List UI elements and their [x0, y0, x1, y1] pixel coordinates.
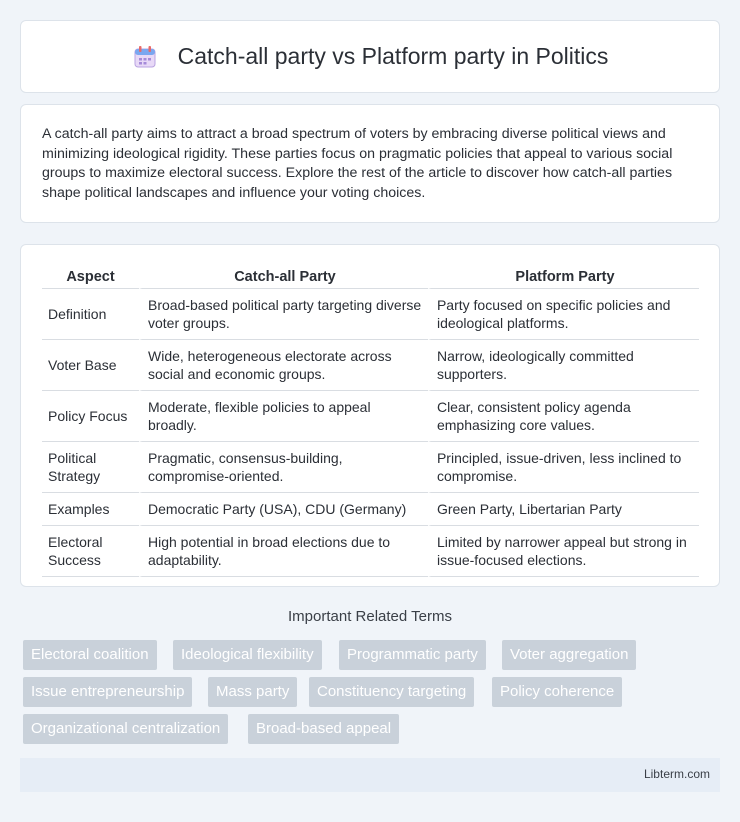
intro-card	[20, 104, 720, 223]
table-row	[42, 442, 699, 493]
header-aspect: Aspect	[42, 267, 139, 289]
table-cell: High potential in broad elections due to adaptability.	[139, 526, 428, 577]
comparison-table-card	[20, 244, 720, 587]
table-cell: Principled, issue-driven, less inclined to compromise.	[428, 442, 699, 493]
intro-text: A catch-all party aims to attract a broad spectrum of voters by embracing diverse political views and minimizing ideological rigidity. These parties focus on pragmatic policies that appeal to various social groups to maximize electoral success. Explore the rest of the article to discover how catch-all parties shape political landscapes and influence your voting choices.	[42, 126, 673, 201]
table-cell: Democratic Party (USA), CDU (Germany)	[139, 493, 428, 526]
tag-programmatic-party[interactable]: Programmatic party	[339, 640, 486, 670]
tag-organizational-centralization[interactable]: Organizational centralization	[23, 714, 228, 744]
footer	[20, 758, 720, 792]
table-cell: Voter Base	[42, 340, 139, 391]
header-catch-all: Catch-all Party	[139, 267, 428, 289]
table-row	[42, 340, 699, 391]
table-row	[42, 391, 699, 442]
tag-broad-based-appeal[interactable]: Broad-based appeal	[248, 714, 399, 744]
table-cell: Definition	[42, 289, 139, 340]
table-cell: Moderate, flexible policies to appeal broadly.	[139, 391, 428, 442]
comparison-table	[42, 267, 699, 577]
tag-mass-party[interactable]: Mass party	[208, 677, 297, 707]
table-row	[42, 289, 699, 340]
tag-policy-coherence[interactable]: Policy coherence	[492, 677, 622, 707]
table-cell: Green Party, Libertarian Party	[428, 493, 699, 526]
tag-ideological-flexibility[interactable]: Ideological flexibility	[173, 640, 322, 670]
related-terms-title: Important Related Terms	[288, 608, 452, 625]
table-cell: Policy Focus	[42, 391, 139, 442]
table-cell: Wide, heterogeneous electorate across social and economic groups.	[139, 340, 428, 391]
table-cell: Examples	[42, 493, 139, 526]
header-platform: Platform Party	[428, 267, 699, 289]
tag-voter-aggregation[interactable]: Voter aggregation	[502, 640, 636, 670]
table-cell: Clear, consistent policy agenda emphasizing core values.	[428, 391, 699, 442]
page-title: Catch-all party vs Platform party in Politics	[177, 43, 609, 69]
calendar-icon	[132, 44, 158, 70]
tag-issue-entrepreneurship[interactable]: Issue entrepreneurship	[23, 677, 192, 707]
table-cell: Party focused on specific policies and ideological platforms.	[428, 289, 699, 340]
table-cell: Pragmatic, consensus-building, compromise-oriented.	[139, 442, 428, 493]
table-cell: Limited by narrower appeal but strong in issue-focused elections.	[428, 526, 699, 577]
tag-constituency-targeting[interactable]: Constituency targeting	[309, 677, 474, 707]
title-card	[20, 20, 720, 93]
table-cell: Political Strategy	[42, 442, 139, 493]
table-row	[42, 493, 699, 526]
footer-site-link[interactable]: Libterm.com	[643, 767, 710, 781]
table-row	[42, 526, 699, 577]
table-header-row	[42, 267, 699, 289]
table-cell: Broad-based political party targeting diverse voter groups.	[139, 289, 428, 340]
tag-electoral-coalition[interactable]: Electoral coalition	[23, 640, 157, 670]
table-cell: Electoral Success	[42, 526, 139, 577]
table-cell: Narrow, ideologically committed supporters.	[428, 340, 699, 391]
